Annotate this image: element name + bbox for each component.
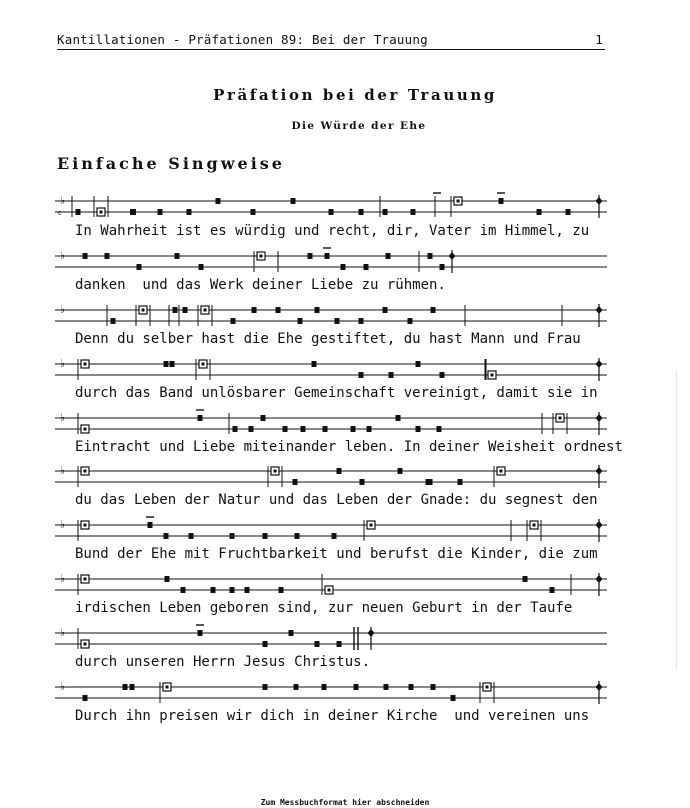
header-text: Kantillationen - Präfationen 89: Bei der Trauung	[57, 32, 428, 47]
note-neume	[416, 426, 421, 432]
note-neume	[148, 522, 153, 528]
cut-instruction: Zum Messbuchformat hier abschneiden	[260, 798, 430, 807]
reciting-tone-core	[274, 470, 277, 473]
flat-sign: ♭	[60, 464, 66, 477]
note-neume	[263, 641, 268, 647]
note-neume	[298, 318, 303, 324]
note-neume	[175, 253, 180, 259]
note-neume	[183, 307, 188, 313]
reciting-tone-core	[260, 255, 263, 258]
reciting-tone-core	[84, 470, 87, 473]
note-neume	[408, 318, 413, 324]
note-neume	[230, 587, 235, 593]
note-neume	[396, 415, 401, 421]
chant-staff	[55, 519, 611, 543]
final-note	[368, 629, 375, 637]
lyric-line: irdischen Leben geboren sind, zur neuen Geburt in der Taufe	[75, 600, 573, 616]
chant-staff	[55, 250, 611, 274]
note-neume	[325, 253, 330, 259]
reciting-tone-core	[486, 686, 489, 689]
final-note	[596, 683, 603, 691]
section-heading: Einfache Singweise	[57, 154, 285, 173]
note-neume	[451, 695, 456, 701]
header-rule	[57, 49, 605, 50]
flat-sign: ♭	[60, 303, 66, 316]
lyric-line: Eintracht und Liebe miteinander leben. In deiner Weisheit ordnest	[75, 439, 623, 455]
note-neume	[249, 426, 254, 432]
note-neume	[428, 479, 433, 485]
note-neume	[383, 307, 388, 313]
final-note	[449, 252, 456, 260]
final-note	[596, 467, 603, 475]
note-neume	[173, 307, 178, 313]
reciting-tone-core	[533, 524, 536, 527]
note-neume	[137, 264, 142, 270]
note-neume	[233, 426, 238, 432]
page-subtitle: Die Würde der Ehe	[291, 120, 427, 132]
note-neume	[294, 684, 299, 690]
reciting-tone-core	[84, 643, 87, 646]
note-neume	[263, 684, 268, 690]
note-neume	[295, 533, 300, 539]
note-neume	[216, 198, 221, 204]
note-neume	[389, 372, 394, 378]
flat-sign: ♭	[60, 357, 66, 370]
note-neume	[411, 209, 416, 215]
note-neume	[130, 209, 136, 215]
note-neume	[199, 264, 204, 270]
chant-staff	[55, 358, 611, 382]
note-neume	[360, 479, 365, 485]
note-neume	[165, 576, 170, 582]
note-neume	[416, 361, 421, 367]
note-neume	[440, 264, 445, 270]
note-neume	[431, 684, 436, 690]
lyric-line: Denn du selber hast die Ehe gestiftet, du hast Mann und Frau	[75, 331, 581, 347]
chant-staff	[55, 304, 611, 328]
reciting-tone-core	[84, 524, 87, 527]
final-note	[596, 521, 603, 529]
lyric-line: durch das Band unlösbarer Gemeinschaft vereinigt, damit sie in	[75, 385, 598, 401]
note-neume	[261, 415, 266, 421]
note-neume	[291, 198, 296, 204]
note-neume	[329, 209, 334, 215]
reciting-tone-core	[204, 309, 207, 312]
note-neume	[211, 587, 216, 593]
reciting-tone-core	[457, 200, 460, 203]
note-neume	[181, 587, 186, 593]
note-neume	[279, 587, 284, 593]
note-neume	[231, 318, 236, 324]
note-neume	[409, 684, 414, 690]
lyric-line: du das Leben der Natur und das Leben der Gnade: du segnest den	[75, 492, 598, 508]
note-neume	[301, 426, 306, 432]
chant-staff	[55, 627, 611, 651]
lyric-line: danken und das Werk deiner Liebe zu rühmen.	[75, 277, 446, 293]
note-neume	[332, 533, 337, 539]
note-neume	[499, 198, 504, 204]
running-header	[57, 32, 605, 48]
note-neume	[364, 264, 369, 270]
note-neume	[289, 630, 294, 636]
note-neume	[276, 307, 281, 313]
reciting-tone-core	[166, 686, 169, 689]
final-note	[596, 360, 603, 368]
note-neume	[245, 587, 250, 593]
note-neume	[308, 253, 313, 259]
flat-sign: ♭	[60, 680, 66, 693]
note-neume	[187, 209, 192, 215]
note-neume	[323, 426, 328, 432]
note-neume	[351, 426, 356, 432]
note-neume	[335, 318, 340, 324]
final-note	[596, 575, 603, 583]
reciting-tone-core	[142, 309, 145, 312]
note-neume	[337, 641, 342, 647]
note-neume	[123, 684, 128, 690]
note-neume	[383, 209, 388, 215]
reciting-tone-core	[84, 578, 87, 581]
flat-sign: ♭	[60, 572, 66, 585]
note-neume	[252, 307, 257, 313]
note-neume	[458, 479, 463, 485]
note-neume	[341, 264, 346, 270]
note-neume	[428, 253, 433, 259]
note-neume	[158, 209, 163, 215]
reciting-tone-core	[370, 524, 373, 527]
note-neume	[550, 587, 555, 593]
note-neume	[384, 684, 389, 690]
page-number: 1	[595, 32, 603, 47]
reciting-tone-core	[559, 417, 562, 420]
note-neume	[170, 361, 175, 367]
clef-mark: c	[58, 209, 62, 217]
note-neume	[322, 684, 327, 690]
reciting-tone-core	[84, 428, 87, 431]
note-neume	[359, 209, 364, 215]
note-neume	[523, 576, 528, 582]
chant-staff	[55, 573, 611, 597]
note-neume	[431, 307, 436, 313]
flat-sign: ♭	[60, 194, 66, 207]
note-neume	[251, 209, 256, 215]
note-neume	[337, 468, 342, 474]
reciting-tone-core	[100, 211, 103, 214]
reciting-tone-core	[328, 589, 331, 592]
flat-sign: ♭	[60, 518, 66, 531]
flat-sign: ♭	[60, 626, 66, 639]
lyric-line: Durch ihn preisen wir dich in deiner Kirche und vereinen uns	[75, 708, 590, 724]
chant-staff	[55, 412, 611, 436]
note-neume	[386, 253, 391, 259]
reciting-tone-core	[500, 470, 503, 473]
note-neume	[164, 533, 169, 539]
chant-staff	[55, 681, 611, 705]
note-neume	[359, 318, 364, 324]
note-neume	[437, 426, 442, 432]
note-neume	[83, 695, 88, 701]
cut-guide	[676, 370, 677, 670]
note-neume	[111, 318, 116, 324]
note-neume	[83, 253, 88, 259]
note-neume	[367, 426, 372, 432]
note-neume	[263, 533, 268, 539]
note-neume	[440, 372, 445, 378]
reciting-tone-core	[491, 374, 494, 377]
page-title: Präfation bei der Trauung	[213, 86, 497, 104]
note-neume	[537, 209, 542, 215]
final-note	[596, 306, 603, 314]
flat-sign: ♭	[60, 411, 66, 424]
note-neume	[315, 307, 320, 313]
flat-sign: ♭	[60, 249, 66, 262]
note-neume	[398, 468, 403, 474]
lyric-line: In Wahrheit ist es würdig und recht, dir, Vater im Himmel, zu	[75, 223, 590, 239]
note-neume	[315, 641, 320, 647]
note-neume	[130, 684, 135, 690]
reciting-tone-core	[202, 363, 205, 366]
reciting-tone-core	[84, 363, 87, 366]
note-neume	[293, 479, 298, 485]
chant-staff	[55, 195, 611, 219]
note-neume	[230, 533, 235, 539]
note-neume	[105, 253, 110, 259]
note-neume	[76, 209, 81, 215]
lyric-line: Bund der Ehe mit Fruchtbarkeit und berufst die Kinder, die zum	[75, 546, 598, 562]
note-neume	[198, 630, 203, 636]
note-neume	[189, 533, 194, 539]
note-neume	[566, 209, 571, 215]
note-neume	[164, 361, 169, 367]
chant-staff	[55, 465, 611, 489]
lyric-line: durch unseren Herrn Jesus Christus.	[75, 654, 371, 670]
note-neume	[354, 684, 359, 690]
note-neume	[283, 426, 288, 432]
final-note	[596, 414, 603, 422]
note-neume	[198, 415, 203, 421]
note-neume	[359, 372, 364, 378]
note-neume	[312, 361, 317, 367]
final-note	[596, 197, 603, 205]
